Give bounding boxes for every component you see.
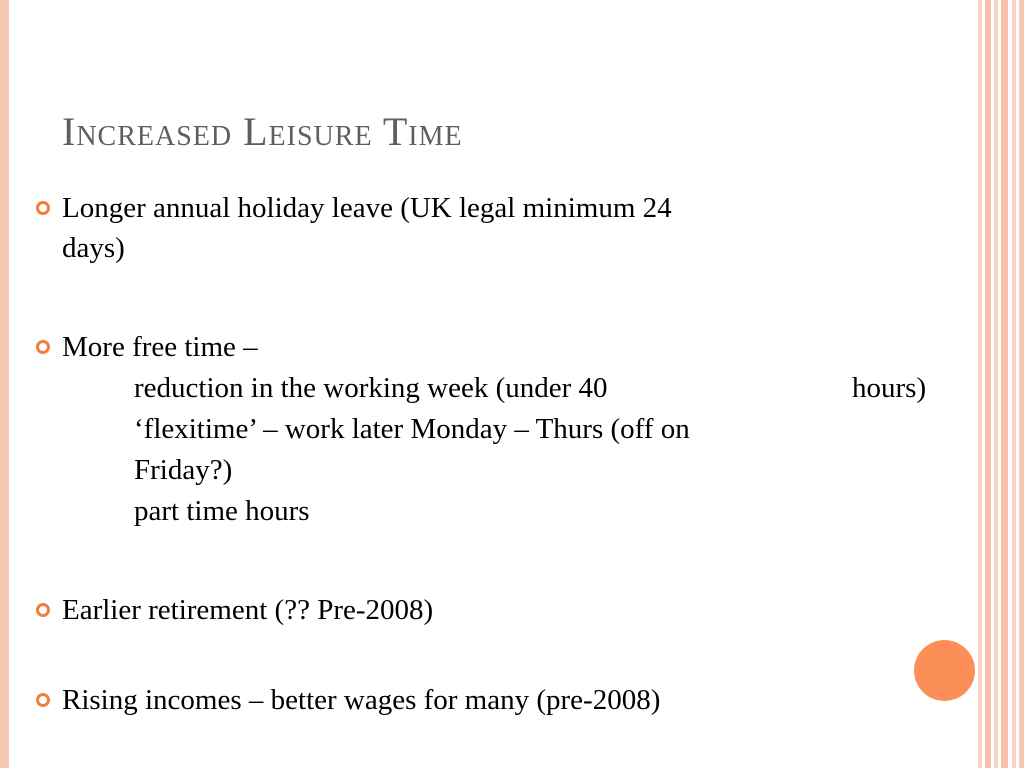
right-border-stripe — [1001, 0, 1008, 768]
ring-bullet-icon — [36, 603, 50, 617]
bullet-item — [36, 590, 936, 630]
sub-line: ‘flexitime’ – work later Monday – Thurs (off on — [134, 413, 690, 445]
orange-circle-decoration — [914, 640, 975, 701]
bullet-item — [36, 327, 936, 367]
bullet-item — [36, 188, 936, 268]
bullet-line: days) — [62, 232, 125, 264]
bullet-item — [36, 680, 936, 720]
ring-bullet-icon — [36, 340, 50, 354]
right-border-stripe — [994, 0, 998, 768]
ring-bullet-icon — [36, 201, 50, 215]
sub-line: hours) — [852, 372, 927, 404]
sub-line: Friday?) — [134, 454, 233, 486]
right-border-stripe — [978, 0, 982, 768]
right-border-stripe — [1019, 0, 1024, 768]
bullet-text — [62, 188, 936, 268]
ring-bullet-icon — [36, 693, 50, 707]
slide-title: Increased Leisure Time — [62, 109, 463, 154]
bullet-text: More free time – — [62, 331, 258, 363]
sub-line: reduction in the working week (under 40 — [134, 372, 608, 404]
right-border-stripe — [1012, 0, 1016, 768]
bullet-text: Earlier retirement (?? Pre-2008) — [62, 594, 434, 626]
right-border-stripe — [985, 0, 991, 768]
sub-line: part time hours — [134, 495, 310, 527]
bullet-line: Longer annual holiday leave (UK legal minimum 24 — [62, 192, 672, 224]
bullet-text: Rising incomes – better wages for many (pre-2008) — [62, 684, 661, 716]
left-border-stripe — [0, 0, 9, 768]
